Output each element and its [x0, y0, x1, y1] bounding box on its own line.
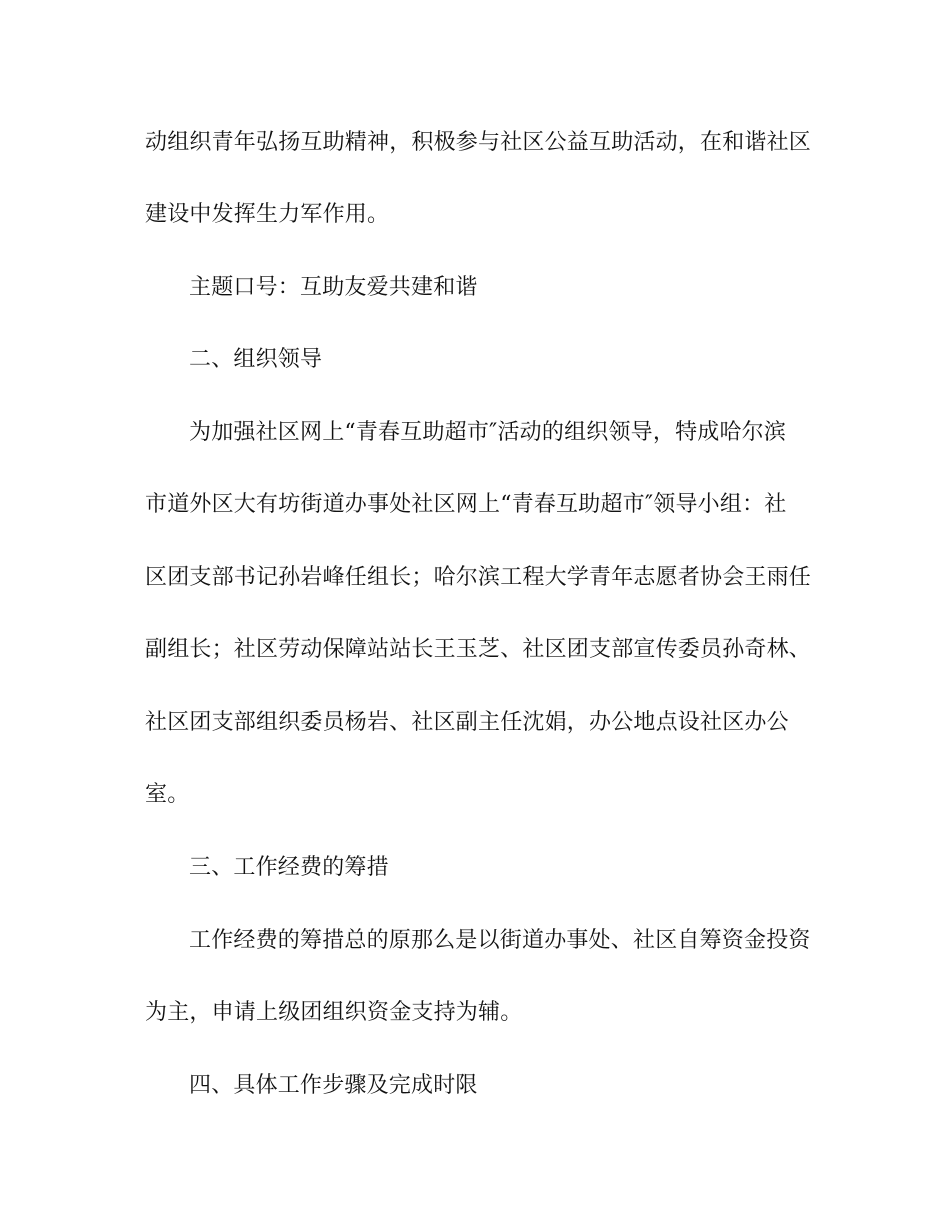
paragraph-line: 市道外区大有坊街道办事处社区网上“青春互助超市″领导小组：社: [145, 492, 787, 517]
paragraph-line: 为主，申请上级团组织资金支持为辅。: [145, 1000, 523, 1025]
paragraph-line: 副组长；社区劳动保障站站长王玉芝、社区团支部宣传委员孙奇林、: [145, 637, 812, 662]
section-heading: 二、组织领导: [189, 347, 323, 372]
section-heading: 三、工作经费的筹措: [189, 855, 389, 880]
paragraph-line: 动组织青年弘扬互助精神，积极参与社区公益互助活动，在和谐社区: [145, 130, 812, 155]
paragraph-line: 为加强社区网上“青春互助超市″活动的组织领导，特成哈尔滨: [189, 420, 787, 445]
section-heading: 四、具体工作步骤及完成时限: [189, 1073, 478, 1098]
paragraph-line: 建设中发挥生力军作用。: [145, 202, 390, 227]
slogan-line: 主题口号：互助友爱共建和谐: [189, 275, 478, 300]
paragraph-line: 工作经费的筹措总的原那么是以街道办事处、社区自筹资金投资: [189, 928, 811, 953]
paragraph-line: 区团支部书记孙岩峰任组长；哈尔滨工程大学青年志愿者协会王雨任: [145, 565, 812, 590]
paragraph-line: 室。: [145, 782, 190, 807]
paragraph-line: 社区团支部组织委员杨岩、社区副主任沈娟，办公地点设社区办公: [145, 710, 789, 735]
